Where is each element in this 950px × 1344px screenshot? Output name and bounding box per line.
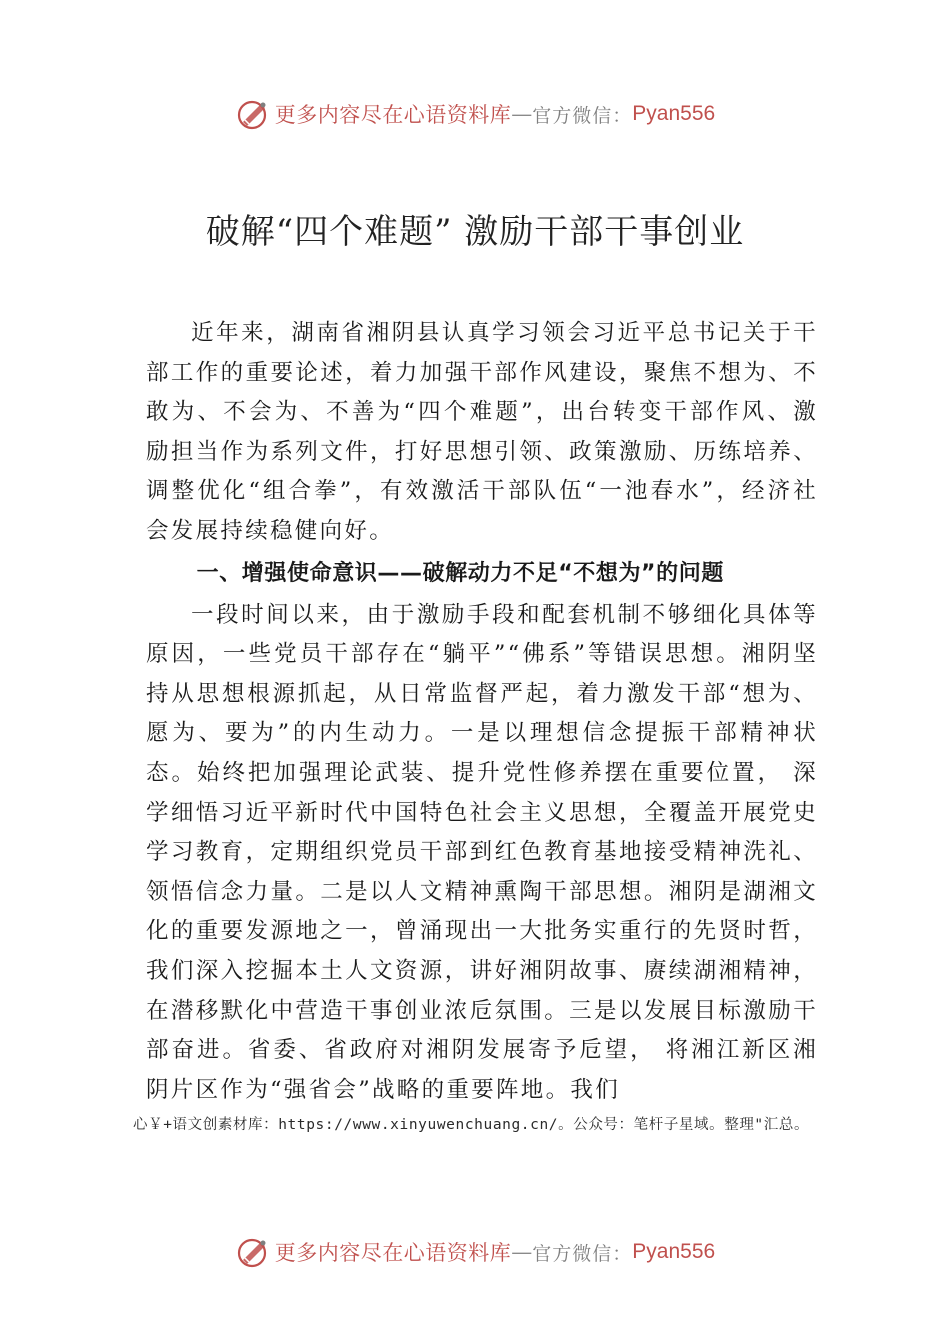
- source-note: 心￥+语文创素材库：https://www.xinyuwenchuang.cn/。公众号：笔杆子星域。整理"汇总。: [133, 1117, 810, 1133]
- footer-banner: [0, 1232, 950, 1272]
- banner-brand: 更多内容尽在心语资料库: [274, 1241, 512, 1265]
- banner-separator: —: [511, 102, 533, 126]
- section-heading-1: 一、增强使命意识——破解动力不足“不想为”的问题: [196, 560, 724, 586]
- header-banner: [0, 94, 950, 134]
- banner-wechat-label: 官方微信：: [532, 104, 633, 127]
- paragraph-section-1: 一段时间以来，由于激励手段和配套机制不够细化具体等原因，一些党员干部存在“躺平”“佛系”等错误思想。湘阴坚持从思想根源抓起，从日常监督严起，着力激发干部“想为、愿为、要为”的内生动力。一是以理想信念提振干部精神状态。始终把加强理论武装、提升党性修养摆在重要位置， 深学细悟习近平新时代中国特色社会主义思想，全覆盖开展党史学习教育，定期组织党员干部到红色教育基地接受精神洗礼、领悟信念力量。二是以人文精神熏陶干部思想。湘阴是湖湘文化的重要发源地之一，曾涌现出一大批务实重行的先贤时哲，我们深入挖掘本土人文资源，讲好湘阴故事、赓续湖湘精神，在潜移默化中营造干事创业浓卮氛围。三是以发展目标激励干部奋进。省委、省政府对湘阴发展寄予卮望， 将湘江新区湘阴片区作为“强省会”战略的重要阵地。我们: [146, 601, 818, 1103]
- banner-wechat-label: 官方微信：: [532, 1242, 633, 1265]
- paragraph-intro: 近年来，湖南省湘阴县认真学习领会习近平总书记关于干部工作的重要论述，着力加强干部作风建设，聚焦不想为、不敢为、不会为、不善为“四个难题”，出台转变干部作风、激励担当作为系列文件，打好思想引领、政策激励、历练培养、调整优化“组合拳”，有效激活干部队伍“一池春水”，经济社会发展持续稳健向好。: [146, 320, 818, 544]
- banner-wechat-id: Pyan556: [632, 1240, 716, 1263]
- banner-separator: —: [511, 1240, 533, 1264]
- banner-brand: 更多内容尽在心语资料库: [274, 103, 512, 127]
- pen-seal-logo-icon: [235, 96, 271, 132]
- document-body: [146, 314, 818, 1110]
- document-title: 破解“四个难题” 激励干部干事创业: [205, 212, 745, 252]
- pen-seal-logo-icon: [235, 1234, 271, 1270]
- banner-wechat-id: Pyan556: [632, 102, 716, 125]
